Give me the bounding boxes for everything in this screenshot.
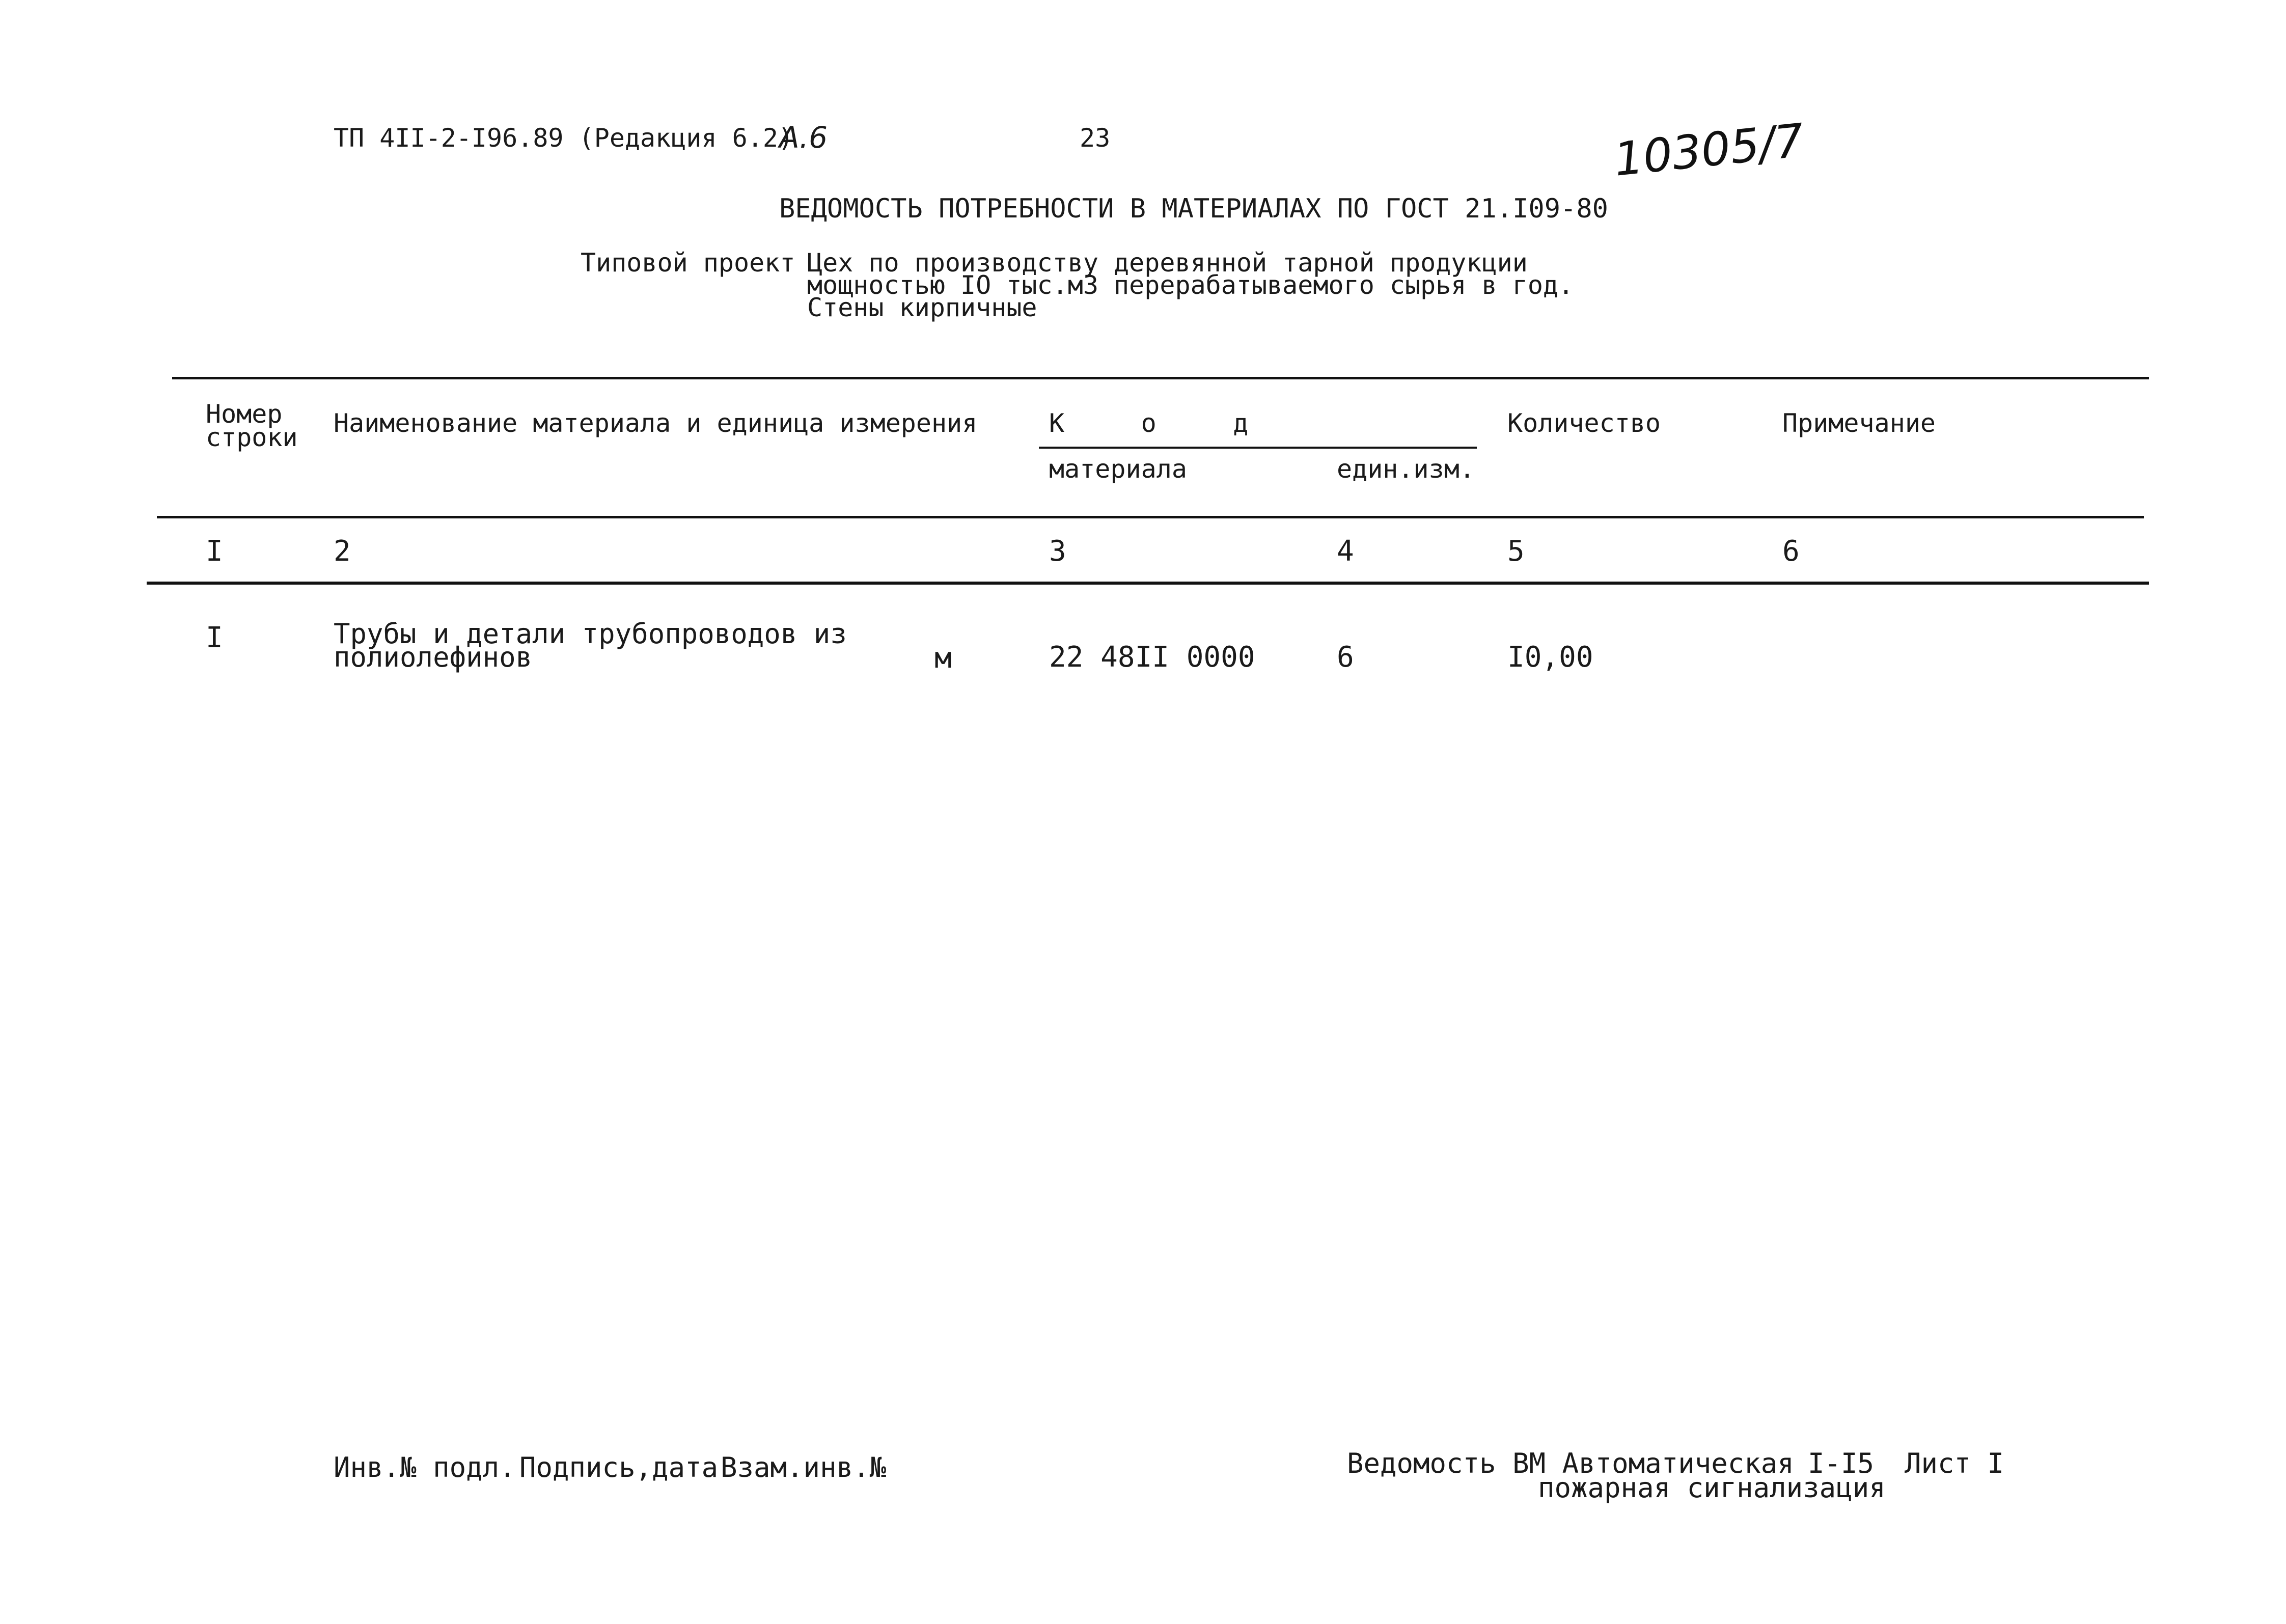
header-row-number-line1: Номер xyxy=(206,399,283,429)
material-name-line2: полиолефинов xyxy=(334,641,533,673)
page-number: 23 xyxy=(1080,123,1111,153)
material-code: 22 48II 0000 xyxy=(1049,641,1255,674)
document-code: ТП 4II-2-I96.89 (Редакция 6.2) xyxy=(334,123,794,153)
unit-code: 6 xyxy=(1337,641,1354,674)
footer-sheet-title-line2: пожарная сигнализация xyxy=(1538,1472,1886,1504)
column-number: 3 xyxy=(1049,535,1066,568)
column-numbers-rule xyxy=(147,582,2149,585)
header-note: Примечание xyxy=(1782,408,1936,438)
header-material-name: Наименование материала и единица измерения xyxy=(334,408,978,438)
column-number: 4 xyxy=(1337,535,1354,568)
footer-inventory-number: Инв.№ подл. xyxy=(334,1451,516,1483)
project-line: Цех по производству деревянной тарной продукции xyxy=(807,248,1528,278)
header-quantity: Количество xyxy=(1507,408,1661,438)
quantity-value: I0,00 xyxy=(1507,641,1593,674)
header-row-number-line2: строки xyxy=(206,423,298,452)
project-label: Типовой проект xyxy=(581,248,795,278)
header-bottom-rule xyxy=(157,516,2144,518)
project-description xyxy=(807,248,1574,322)
column-number: 5 xyxy=(1507,535,1525,568)
stamp-number: 10305/7 xyxy=(1611,114,1807,187)
code-subheader-rule xyxy=(1039,447,1477,449)
column-number: 6 xyxy=(1782,535,1800,568)
material-name-line1: Трубы и детали трубопроводов из xyxy=(334,618,847,650)
header-code-material: материала xyxy=(1049,454,1187,484)
column-number: 2 xyxy=(334,535,351,568)
footer-sheet-title-line1: Ведомость ВМ Автоматическая xyxy=(1347,1447,1794,1479)
project-line: мощностью IO тыс.м3 перерабатываемого сырья в год. xyxy=(807,270,1574,300)
album-label: А.6 xyxy=(779,120,828,155)
footer-sheet-label: Лист I xyxy=(1905,1447,2004,1479)
table-top-rule xyxy=(172,377,2149,379)
material-name xyxy=(334,618,847,673)
footer-signature-date: Подпись,дата xyxy=(519,1451,719,1483)
header-row-number xyxy=(206,399,298,452)
page-title: ВЕДОМОСТЬ ПОТРЕБНОСТИ В МАТЕРИАЛАХ ПО ГОСТ 21.I09-80 xyxy=(779,194,1608,224)
footer-sheet-title xyxy=(1347,1447,1886,1504)
footer-replace-inventory: Взам.инв.№ xyxy=(721,1451,887,1483)
header-code: К о д xyxy=(1049,408,1249,438)
header-code-unit: един.изм. xyxy=(1337,454,1475,484)
material-unit: м xyxy=(934,642,952,675)
row-number: I xyxy=(206,621,223,654)
project-line: Стены кирпичные xyxy=(807,293,1037,322)
column-number: I xyxy=(206,535,223,568)
footer-sheet-range: I-I5 xyxy=(1808,1447,1875,1479)
